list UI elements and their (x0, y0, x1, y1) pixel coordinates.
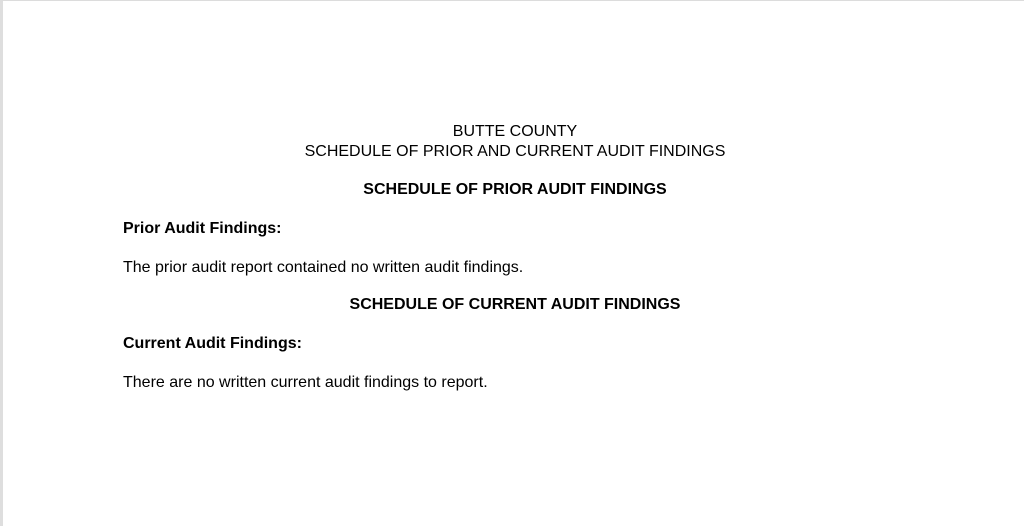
prior-findings-section-heading: SCHEDULE OF PRIOR AUDIT FINDINGS (363, 181, 667, 198)
current-findings-section-heading: SCHEDULE OF CURRENT AUDIT FINDINGS (349, 296, 681, 313)
document-page (3, 1, 1024, 526)
county-name: BUTTE COUNTY (452, 123, 578, 140)
current-findings-label: Current Audit Findings: (123, 335, 302, 352)
schedule-title: SCHEDULE OF PRIOR AND CURRENT AUDIT FINDINGS (304, 143, 726, 160)
current-findings-text: There are no written current audit findings to report. (123, 374, 488, 391)
prior-findings-text: The prior audit report contained no written audit findings. (123, 259, 524, 276)
prior-findings-label: Prior Audit Findings: (123, 220, 282, 237)
